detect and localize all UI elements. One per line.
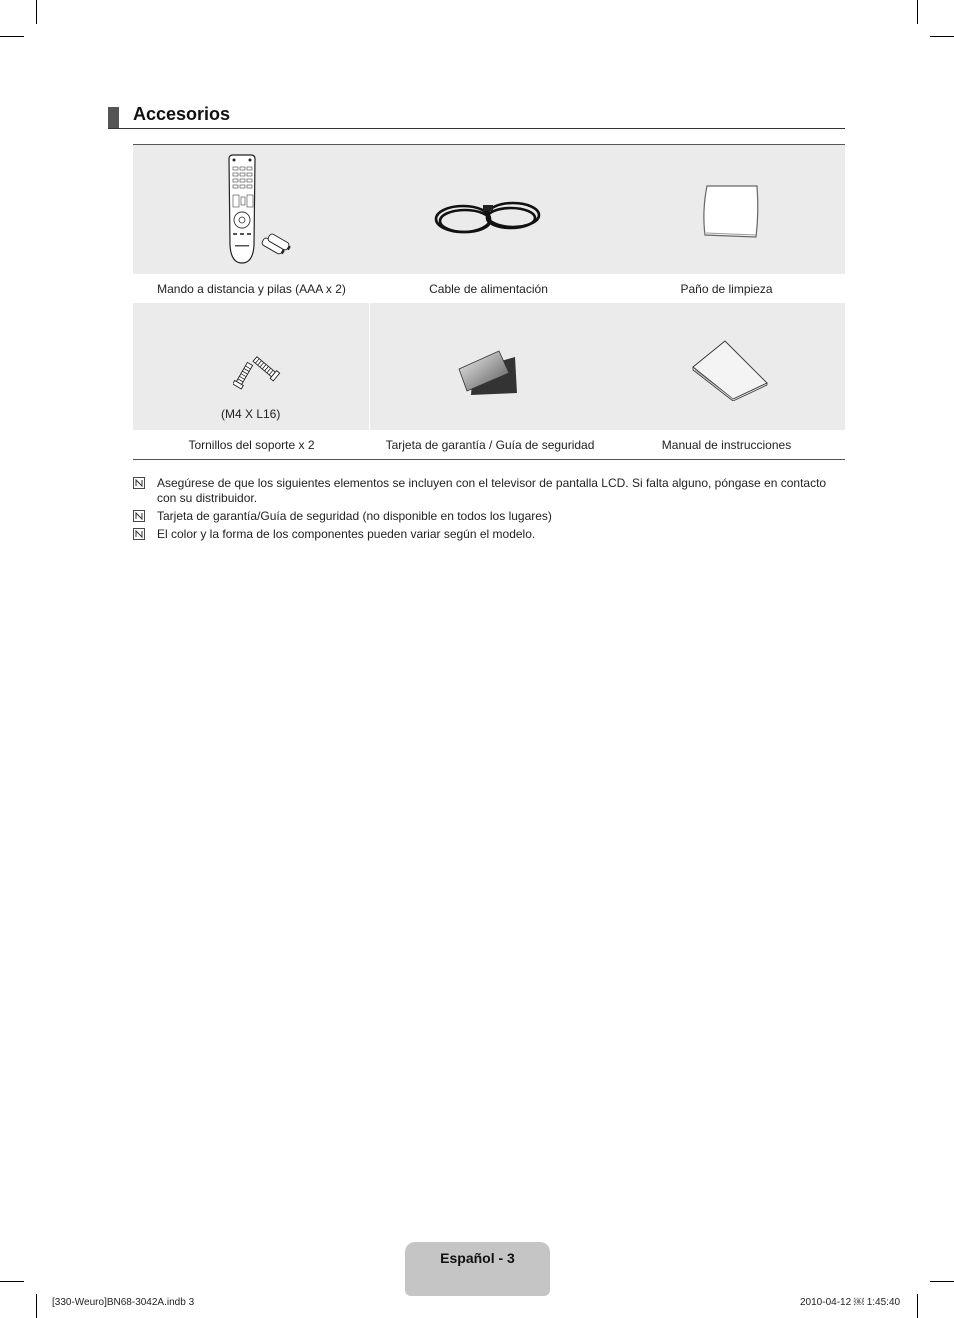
crop-mark [36, 1294, 37, 1318]
cleaning-cloth-icon [699, 183, 761, 241]
accessory-caption: Paño de limpieza [680, 282, 773, 296]
note-text: El color y la forma de los componentes pueden variar según el modelo. [157, 527, 536, 541]
notes-list [133, 476, 845, 545]
screws-size-label: (M4 X L16) [221, 407, 281, 421]
note-item [133, 509, 845, 524]
crop-mark [917, 0, 918, 24]
warranty-card-icon [457, 349, 521, 397]
crop-mark [0, 36, 24, 37]
accessory-caption: Tarjeta de garantía / Guía de seguridad [385, 438, 595, 452]
table-bottom-rule [133, 459, 845, 460]
note-item [133, 476, 845, 506]
note-text: Tarjeta de garantía/Guía de seguridad (no disponible en todos los lugares) [157, 509, 552, 523]
image-row-2 [133, 303, 845, 430]
page-number-tab [405, 1242, 550, 1296]
note-icon [133, 510, 145, 522]
date-info: 2010-04-12 ￼ 1:45:40 [800, 1297, 901, 1308]
power-cable-icon [433, 197, 543, 241]
note-text: Asegúrese de que los siguientes elementos se incluyen con el televisor de pantalla LCD. Si falta alguno, póngase en contacto con su distribuidor. [157, 476, 827, 505]
accessory-caption: Cable de alimentación [429, 282, 548, 296]
section-title: Accesorios [133, 104, 231, 124]
accessory-caption: Tornillos del soporte x 2 [188, 438, 315, 452]
crop-mark [0, 1281, 24, 1282]
screws-icon [233, 349, 289, 391]
accessory-caption: Manual de instrucciones [661, 438, 792, 452]
remote-control-icon [225, 153, 305, 265]
note-icon [133, 477, 145, 489]
crop-mark [917, 1294, 918, 1318]
page-number-label: Español - 3 [440, 1250, 515, 1266]
file-info: [330-Weuro]BN68-3042A.indb 3 [52, 1297, 195, 1308]
cell-divider [369, 303, 370, 430]
note-icon [133, 528, 145, 540]
crop-mark [930, 36, 954, 37]
section-marker [108, 107, 119, 129]
image-row-1 [133, 145, 845, 274]
title-underline [108, 128, 845, 129]
note-item [133, 527, 845, 542]
accessory-caption: Mando a distancia y pilas (AAA x 2) [157, 282, 346, 296]
crop-mark [36, 0, 37, 24]
crop-mark [930, 1281, 954, 1282]
manual-icon [689, 337, 769, 401]
